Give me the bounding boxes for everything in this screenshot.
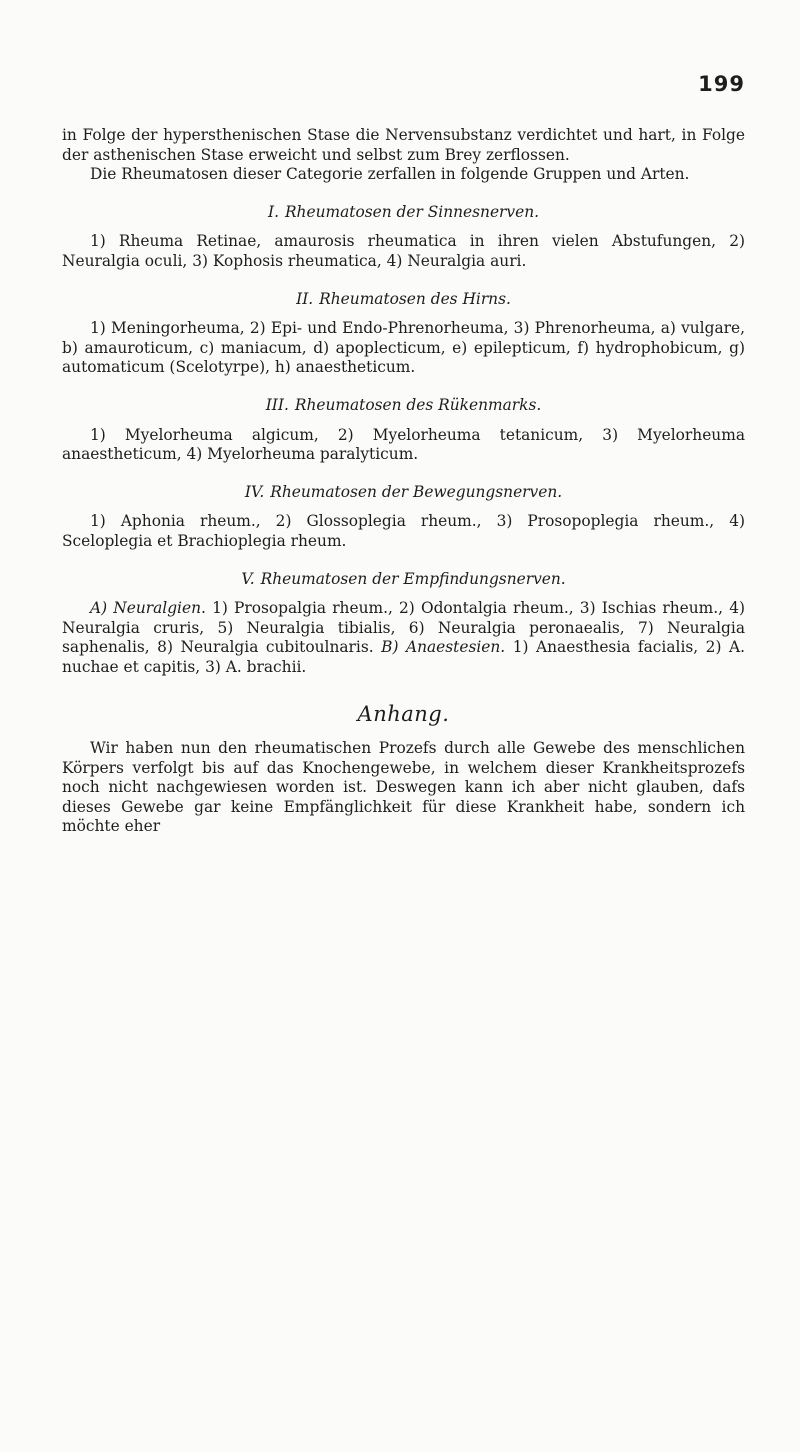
section-numeral: III.	[265, 395, 289, 414]
section-heading-2	[62, 290, 745, 310]
section-numeral: V.	[241, 569, 255, 588]
section-title: Rheumatosen des Hirns.	[319, 289, 511, 308]
section-title: Rheumatosen der Sinnesnerven.	[284, 202, 540, 221]
section-numeral: IV.	[244, 482, 265, 501]
appendix-title: Anhang.	[357, 702, 450, 727]
section-title: Rheumatosen des Rükenmarks.	[294, 395, 542, 414]
section-body-5	[62, 599, 745, 677]
section-body-1: 1) Rheuma Retinae, amaurosis rheumatica in ihren vielen Abstufungen, 2) Neuralgia oculi, 3) Kophosis rheumatica, 4) Neuralgia auri.	[62, 232, 745, 270]
subsection-label-b: B) Anaestesien.	[381, 638, 506, 657]
section-numeral: II.	[296, 289, 314, 308]
section-body-3: 1) Myelorheuma algicum, 2) Myelorheuma tetanicum, 3) Myelorheuma anaestheticum, 4) Myelorheuma paralyticum.	[62, 425, 745, 464]
intro-paragraph-categories: Die Rheumatosen dieser Categorie zerfallen in folgende Gruppen und Arten.	[90, 165, 690, 184]
section-heading-4	[62, 483, 745, 503]
page-number: 199	[698, 72, 745, 96]
body-text	[62, 126, 745, 837]
section-heading-5	[62, 570, 745, 590]
appendix-body: Wir haben nun den rheumatischen Prozefs durch alle Gewebe des menschlichen Körpers verfolgt bis auf das Knochengewebe, in welchem dieser Krankheitsprozefs noch nicht nachgewiesen worden ist. Deswegen kann ich aber nicht glauben, dafs dieses Gewebe gar keine Empfänglichkeit für diese Krankheit habe, sondern ich möchte eher	[62, 739, 745, 836]
subsection-body-a: 1) Prosopalgia rheum., 2) Odontalgia rheum., 3) Ischias rheum., 4) Neuralgia cruris, 5) Neuralgia tibialis, 6) Neuralgia peronaealis, 7) Neuralgia saphenalis, 8) Neuralgia cubitoulnaris.	[62, 599, 745, 657]
section-body-4: 1) Aphonia rheum., 2) Glossoplegia rheum., 3) Prosopoplegia rheum., 4) Sceloplegia et Brachioplegia rheum.	[62, 512, 745, 550]
subsection-label-a: A) Neuralgien.	[90, 599, 206, 618]
section-title: Rheumatosen der Empfindungsnerven.	[260, 569, 566, 588]
intro-paragraph: in Folge der hypersthenischen Stase die Nervensubstanz verdichtet und hart, in Folge der asthenischen Stase erweicht und selbst zum Brey zerflossen.	[62, 126, 745, 164]
section-heading-3	[62, 396, 745, 416]
subsection-body-b: 1) Anaesthesia facialis, 2) A. nuchae et capitis, 3) A. brachii.	[62, 638, 745, 676]
section-body-2: 1) Meningorheuma, 2) Epi- und Endo-Phrenorheuma, 3) Phrenorheuma, a) vulgare, b) amauroticum, c) maniacum, d) apoplecticum, e) epilepticum, f) hydrophobicum, g) automaticum (Scelotyrpe), h) anaestheticum.	[62, 319, 745, 377]
section-title: Rheumatosen der Bewegungsnerven.	[270, 482, 563, 501]
section-heading-1	[62, 203, 745, 223]
section-numeral: I.	[267, 202, 279, 221]
